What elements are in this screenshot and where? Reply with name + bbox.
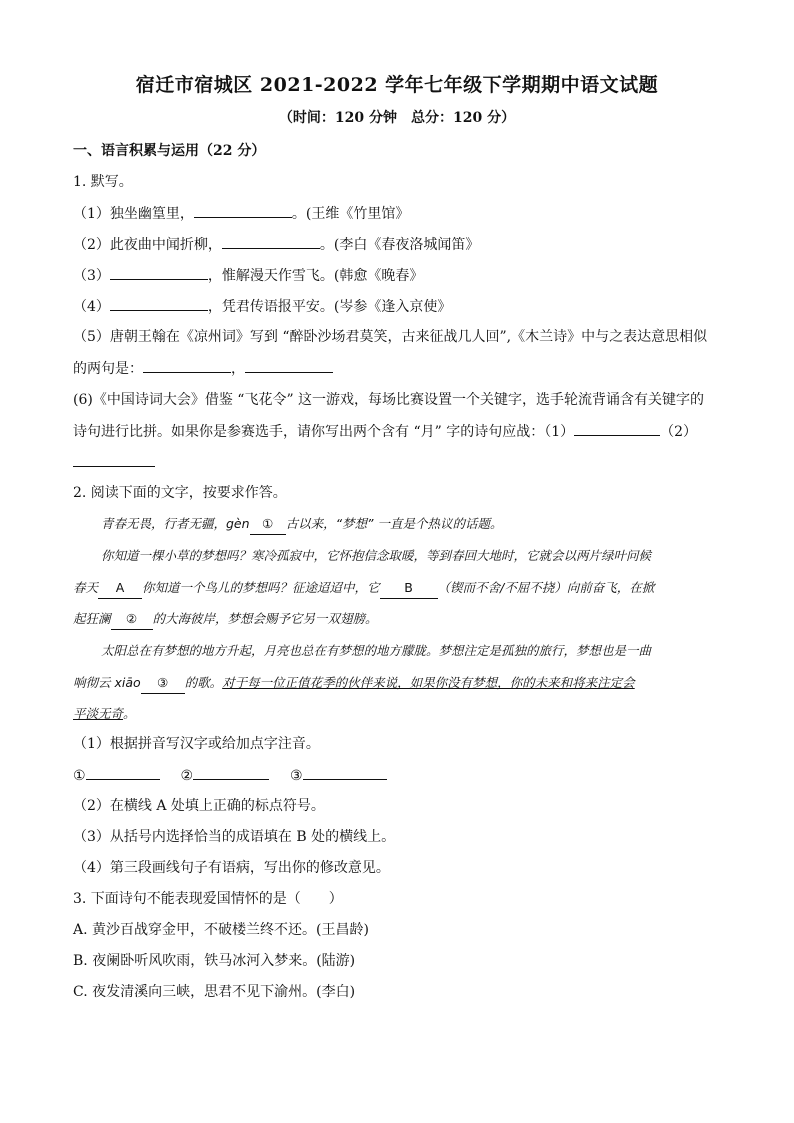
- q1-item-2: [73, 234, 479, 255]
- q3-option-b[interactable]: B. 夜阑卧听风吹雨，铁马冰河入梦来。(陆游): [73, 953, 356, 969]
- q1-item-6-line2: [73, 421, 697, 442]
- passage-text: 起狂澜: [73, 611, 111, 626]
- q1-item-5-line1: （5）唐朝王翰在《凉州词》写到 “醉卧沙场君莫笑，古来征战几人回”,《木兰诗》中与之表达意思相似: [73, 329, 708, 345]
- passage-text: 春天: [73, 580, 99, 595]
- answer-blank[interactable]: [250, 514, 286, 535]
- answer-blank[interactable]: [86, 765, 160, 780]
- q2-sub-1: （1）根据拼音写汉字或给加点字注音。: [73, 736, 320, 752]
- passage-text: 。: [123, 706, 136, 721]
- q1-item-5-pre: 的两句是：: [73, 361, 143, 377]
- q3-option-c[interactable]: C. 夜发清溪向三峡，思君不见下渝州。(李白): [73, 984, 356, 1000]
- answer-blank[interactable]: [194, 203, 292, 218]
- answer-blank[interactable]: [73, 452, 155, 467]
- q1-item-1: [73, 203, 409, 224]
- q1-item-4: [73, 296, 451, 317]
- q1-item-3: [73, 265, 423, 286]
- q1-item-6-pre: 诗句进行比拼。如果你是参赛选手，请你写出两个含有 “月” 字的诗句应战：（1）: [73, 424, 575, 440]
- q2-sub-3: （3）从括号内选择恰当的成语填在 B 处的横线上。: [73, 829, 396, 845]
- q2-sub-4: （4）第三段画线句子有语病，写出你的修改意见。: [73, 860, 390, 876]
- passage-para-2-line2: [73, 578, 654, 599]
- passage-text: 古以来，“梦想” 一直是个热议的话题。: [285, 516, 503, 531]
- answer-blank[interactable]: [303, 765, 387, 780]
- blank-marker: ①: [261, 516, 274, 531]
- passage-text: 的大海彼岸，梦想会赐予它另一双翅膀。: [152, 611, 378, 626]
- answer-blank[interactable]: [110, 265, 208, 280]
- q1-item-4-pre: （4）: [73, 299, 110, 315]
- q1-item-1-pre: （1）独坐幽篁里，: [73, 206, 194, 222]
- q3-stem: 3. 下面诗句不能表现爱国情怀的是（ ）: [73, 891, 343, 907]
- answer-blank[interactable]: [380, 578, 438, 599]
- passage-para-3-line1: 太阳总在有梦想的地方升起，月亮也总在有梦想的地方朦胧。梦想注定是孤独的旅行，梦想也是一曲: [101, 643, 652, 658]
- answer-blank[interactable]: [98, 578, 142, 599]
- q1-item-4-post: ，凭君传语报平安。(岑参《逢入京使》: [207, 299, 452, 315]
- blank-marker: ②: [125, 611, 138, 626]
- answer-blank[interactable]: [193, 765, 269, 780]
- exam-info: （时间：120 分钟 总分：120 分）: [278, 110, 516, 126]
- answer-blank[interactable]: [110, 296, 208, 311]
- blank-label: ②: [180, 768, 194, 784]
- answer-blank[interactable]: [222, 234, 320, 249]
- answer-blank[interactable]: [141, 673, 185, 694]
- passage-para-3-line2: [73, 673, 635, 694]
- q1-item-2-post: 。(李白《春夜洛城闻笛》: [319, 237, 480, 253]
- q2-answer-blanks: [73, 765, 387, 786]
- q1-item-1-post: 。(王维《竹里馆》: [291, 206, 410, 222]
- passage-para-3-line3: [73, 704, 136, 724]
- q2-sub-2: （2）在横线 A 处填上正确的标点符号。: [73, 798, 325, 814]
- passage-para-2-line3: [73, 609, 378, 630]
- passage-text: 的歌。: [184, 675, 223, 690]
- q1-item-2-pre: （2）此夜曲中闻折柳，: [73, 237, 222, 253]
- passage-text: 你知道一个鸟儿的梦想吗？征途迢迢中，它: [142, 580, 380, 595]
- q1-item-5-mid: ，: [231, 361, 245, 377]
- answer-blank[interactable]: [574, 421, 660, 436]
- q1-item-6-line1: (6)《中国诗词大会》借鉴 “飞花令” 这一游戏，每场比赛设置一个关键字，选手轮流背诵含有关键字的: [73, 392, 705, 408]
- q3-option-a[interactable]: A. 黄沙百战穿金甲，不破楼兰终不还。(王昌龄): [73, 922, 369, 938]
- passage-text: （锲而不舍/不屈不挠）向前奋飞，在掀: [437, 580, 655, 595]
- q1-stem: 1. 默写。: [73, 174, 133, 190]
- answer-blank[interactable]: [111, 609, 153, 630]
- section-heading: 一、语言积累与运用（22 分）: [73, 143, 266, 159]
- blank-marker: B: [404, 580, 413, 595]
- blank-label: ③: [289, 768, 303, 784]
- q1-item-6-mid: （2）: [660, 424, 698, 440]
- q2-stem: 2. 阅读下面的文字，按要求作答。: [73, 485, 287, 501]
- q1-item-3-post: ，惟解漫天作雪飞。(韩愈《晚春》: [207, 268, 424, 284]
- q1-item-5-line2: [73, 358, 333, 379]
- q1-item-3-pre: （3）: [73, 268, 110, 284]
- blank-marker: ③: [157, 675, 169, 690]
- blank-marker: A: [115, 580, 125, 595]
- q1-item-6-line3: [73, 452, 155, 473]
- passage-text: 响彻云 xiāo: [73, 675, 141, 690]
- underlined-sentence: 平淡无奇: [73, 706, 124, 721]
- passage-para-2-line1: 你知道一棵小草的梦想吗？寒冷孤寂中，它怀抱信念取暖，等到春回大地时，它就会以两片绿叶问候: [101, 548, 652, 563]
- blank-label: ①: [73, 768, 86, 784]
- page-title: 宿迁市宿城区 2021-2022 学年七年级下学期期中语文试题: [135, 74, 659, 96]
- answer-blank[interactable]: [143, 358, 231, 373]
- underlined-sentence: 对于每一位正值花季的伙伴来说，如果你没有梦想，你的未来和将来注定会: [222, 675, 635, 690]
- passage-text: 青春无畏，行者无疆，gèn: [101, 516, 250, 531]
- passage-para-1: [101, 514, 503, 535]
- answer-blank[interactable]: [245, 358, 333, 373]
